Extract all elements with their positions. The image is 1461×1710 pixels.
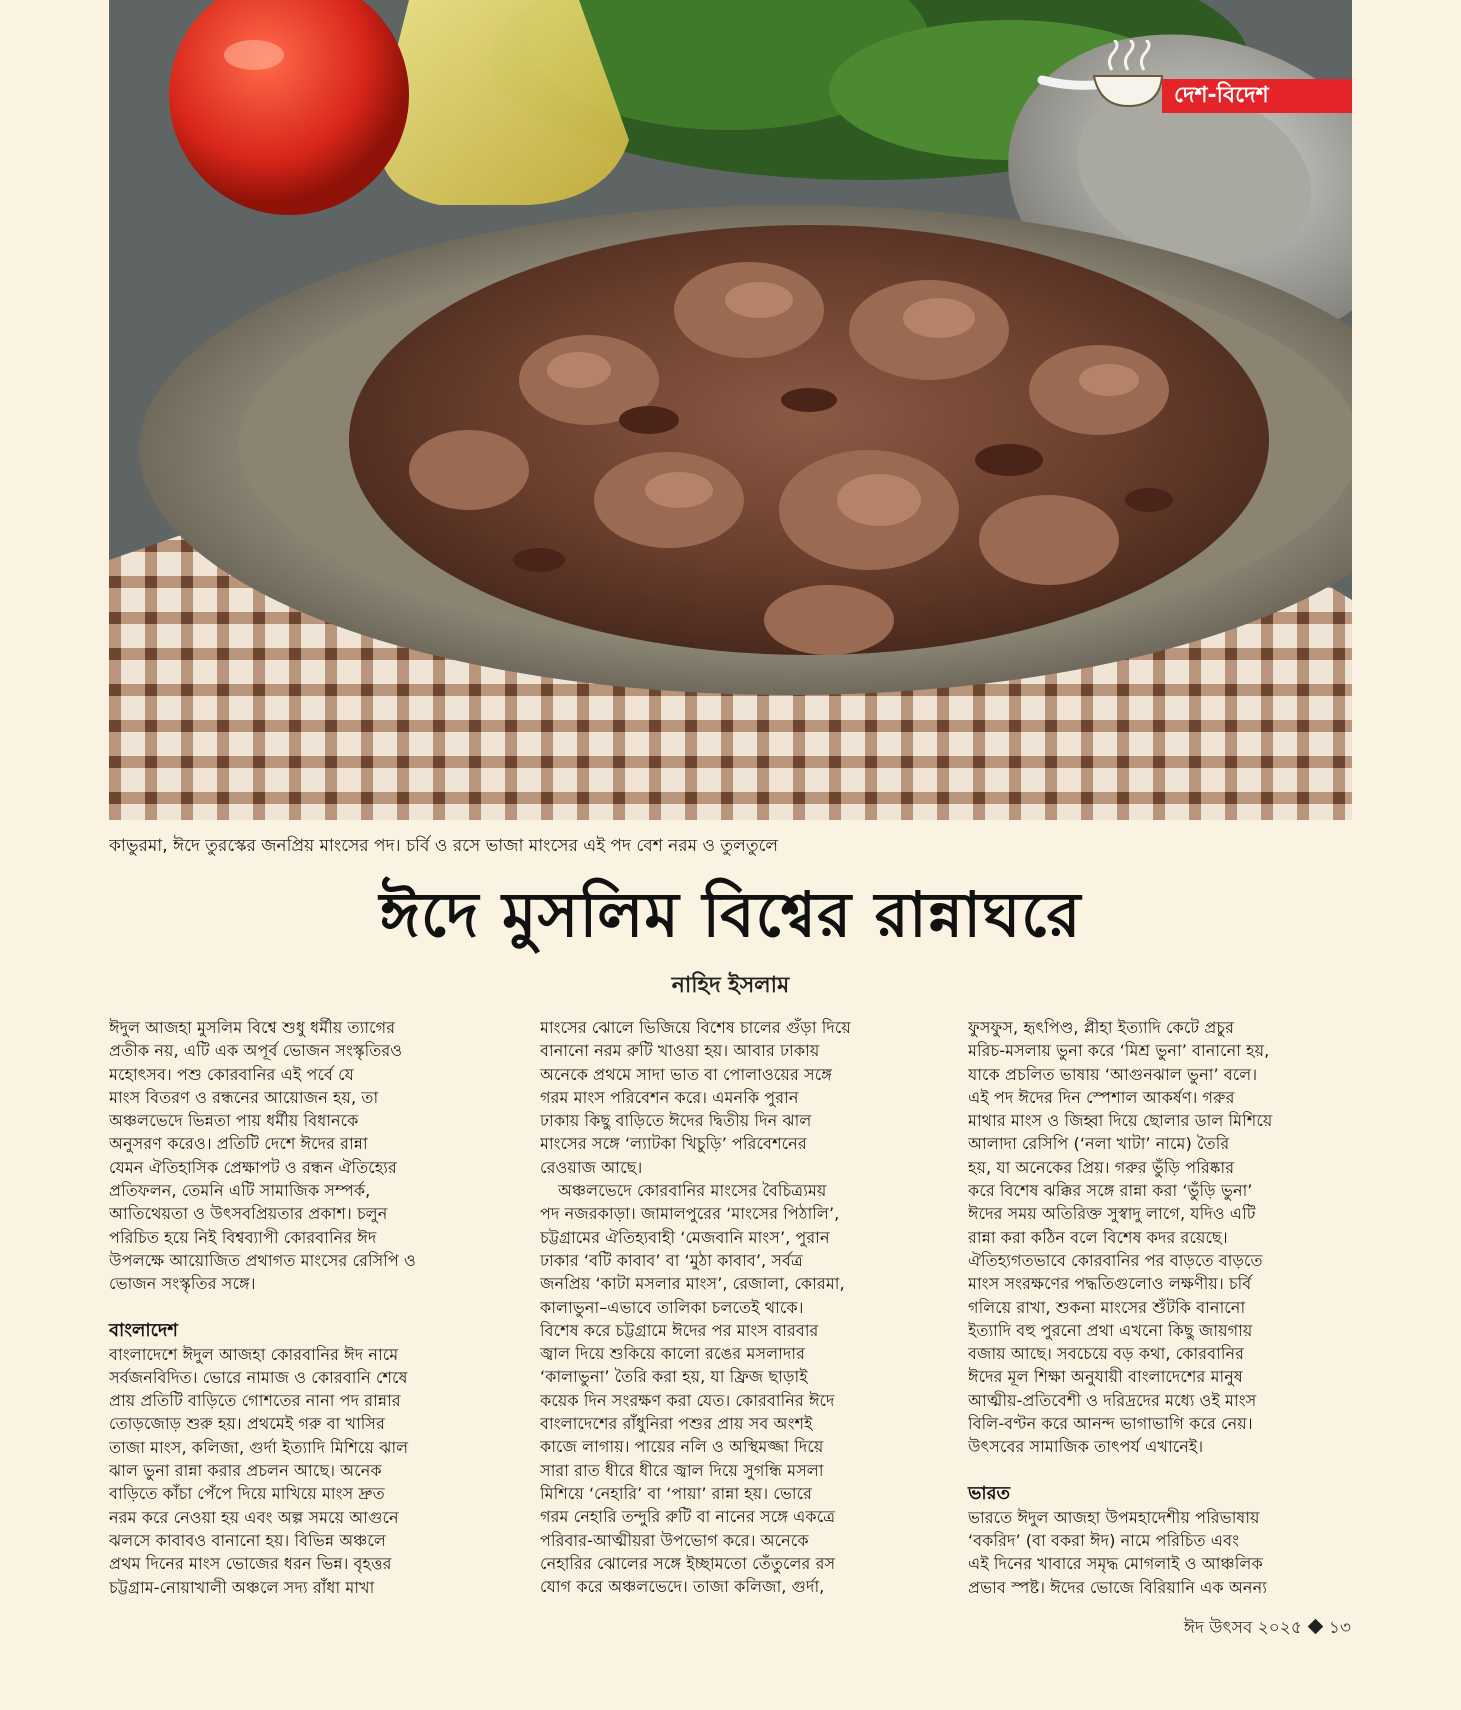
text-line: ইত্যাদি বহু পুরনো প্রথা এখনো কিছু জায়গায় (968, 1320, 1253, 1340)
text-line: নেহারির ঝোলের সঙ্গে ইচ্ছামতো তেঁতুলের রস (540, 1553, 836, 1573)
text-line: ঈদের সময় অতিরিক্ত সুস্বাদু লাগে, যদিও এটি (968, 1204, 1256, 1224)
text-line: বাংলাদেশে ঈদুল আজহা কোরবানির ঈদ নামে (109, 1344, 399, 1364)
text-line: কয়েক দিন সংরক্ষণ করা যেত। কোরবানির ঈদে (540, 1390, 835, 1410)
text-line: প্রতীক নয়, এটি এক অপূর্ব ভোজন সংস্কৃতিরও (109, 1041, 403, 1061)
text-line: ঈদের মূল শিক্ষা অনুযায়ী বাংলাদেশের মানুষ (968, 1367, 1243, 1387)
text-line: তাজা মাংস, কলিজা, গুর্দা ইত্যাদি মিশিয়ে ঝাল (109, 1437, 409, 1457)
text-line: ঢাকায় কিছু বাড়িতে ঈদের দ্বিতীয় দিন ঝাল (540, 1111, 812, 1131)
text-line: অঞ্চলভেদে কোরবানির মাংসের বৈচিত্র্যময় (558, 1181, 827, 1201)
text-line: অঞ্চলভেদে ভিন্নতা পায় ধর্মীয় বিধানকে (109, 1111, 359, 1131)
text-line: রান্না করা কঠিন বলে বিশেষ কদর রয়েছে। (968, 1227, 1228, 1247)
text-line: আলাদা রেসিপি (‘নলা খাটা’ নামে) তৈরি (968, 1134, 1230, 1154)
article-headline: ঈদে মুসলিম বিশ্বের রান্নাঘরে (379, 878, 1082, 951)
section-heading-bangladesh: বাংলাদেশ (109, 1319, 178, 1341)
article-byline: নাহিদ ইসলাম (671, 973, 790, 998)
text-line: ঈদুল আজহা মুসলিম বিশ্বে শুধু ধর্মীয় ত্যাগের (109, 1018, 396, 1037)
text-line: বাড়িতে কাঁচা পেঁপে দিয়ে মাখিয়ে মাংস দ্রুত (109, 1484, 385, 1504)
text-line: প্রতিফলন, তেমনি এটি সামাজিক সম্পর্ক, (109, 1181, 371, 1201)
text-line: পরিবার-আত্মীয়রা উপভোগ করে। অনেকে (540, 1530, 809, 1550)
text-line: উৎসবের সামাজিক তাৎপর্য এখানেই। (968, 1437, 1204, 1457)
text-line: মাংসের সঙ্গে ‘ল্যাটকা খিচুড়ি’ পরিবেশনের (540, 1134, 807, 1154)
text-line: কালাভুনা–এভাবে তালিকা চলতেই থাকে। (540, 1297, 804, 1317)
text-line: হয়, যা অনেকের প্রিয়। গরুর ভুঁড়ি পরিষ্কার (968, 1157, 1235, 1177)
text-line: মহোৎসব। পশু কোরবানির এই পর্বে যে (109, 1064, 355, 1084)
text-line: প্রভাব স্পষ্ট। ঈদের ভোজে বিরিয়ানি এক অনন্য (968, 1577, 1267, 1597)
text-line: এই পদ ঈদের দিন স্পেশাল আকর্ষণ। গরুর (968, 1087, 1235, 1107)
text-line: যেমন ঐতিহাসিক প্রেক্ষাপট ও রন্ধন ঐতিহ্যের (109, 1157, 397, 1177)
diamond-icon (1308, 1619, 1324, 1635)
text-line: রেওয়াজ আছে। (540, 1157, 643, 1177)
photo-caption: কাভুরমা, ঈদে তুরস্কের জনপ্রিয় মাংসের পদ। চর্বি ও রসে ভাজা মাংসের এই পদ বেশ নরম ও তুলতুলে (109, 836, 779, 856)
text-line: গরম নেহারি তন্দুরি রুটি বা নানের সঙ্গে একত্রে (540, 1507, 836, 1527)
text-line: পদ নজরকাড়া। জামালপুরের ‘মাংসের পিঠালি’, (540, 1204, 840, 1224)
article-column-3 (968, 1016, 1348, 1599)
text-line: বজায় আছে। সবচেয়ে বড় কথা, কোরবানির (968, 1344, 1245, 1364)
page-number: ১৩ (1328, 1618, 1351, 1638)
text-line: করে বিশেষ ঝক্কির সঙ্গে রান্না করা ‘ভুঁড়ি ভুনা’ (968, 1181, 1253, 1201)
text-line: জ্বাল দিয়ে শুকিয়ে কালো রঙের মসলাদার (540, 1344, 806, 1364)
section-heading-india: ভারত (968, 1482, 1011, 1504)
text-line: উপলক্ষে আয়োজিত প্রথাগত মাংসের রেসিপি ও (109, 1250, 416, 1270)
text-line: ফুসফুস, হৃৎপিণ্ড, প্লীহা ইত্যাদি কেটে প্রচুর (968, 1018, 1235, 1037)
article-column-1 (109, 1016, 489, 1599)
page-footer (1184, 1615, 1351, 1643)
text-line: নরম করে নেওয়া হয় এবং অল্প সময়ে আগুনে (109, 1507, 399, 1527)
text-line: মাথার মাংস ও জিহ্বা দিয়ে ছোলার ডাল মিশিয়ে (968, 1111, 1273, 1131)
text-line: মরিচ-মসলায় ভুনা করে ‘মিশ্র ভুনা’ বানানো হয়, (968, 1041, 1270, 1061)
text-line: ঝলসে কাবাবও বানানো হয়। বিভিন্ন অঞ্চলে (109, 1530, 386, 1550)
text-line: বিশেষ করে চট্টগ্রামে ঈদের পর মাংস বারবার (540, 1320, 819, 1340)
text-line: অনেকে প্রথমে সাদা ভাত বা পোলাওয়ের সঙ্গে (540, 1064, 832, 1084)
text-line: চট্টগ্রাম-নোয়াখালী অঞ্চলে সদ্য রাঁধা মাখা (109, 1577, 375, 1597)
text-line: গলিয়ে রাখা, শুকনা মাংসের শুঁটকি বানানো (968, 1297, 1246, 1317)
section-tag (1034, 40, 1352, 112)
text-line: পরিচিত হয়ে নিই বিশ্বব্যাপী কোরবানির ঈদ (109, 1227, 377, 1247)
text-line: ঝাল ভুনা রান্না করার প্রচলন আছে। অনেক (109, 1461, 382, 1481)
text-line: মাংস বিতরণ ও রন্ধনের আয়োজন হয়, তা (109, 1087, 379, 1107)
text-line: অনুসরণ করেও। প্রতিটি দেশে ঈদের রান্না (109, 1134, 368, 1154)
text-line: চট্টগ্রামের ঐতিহ্যবাহী ‘মেজবানি মাংস’, পুরান (540, 1227, 830, 1247)
text-line: প্রায় প্রতিটি বাড়িতে গোশতের নানা পদ রান্নার (109, 1391, 401, 1411)
text-line: মিশিয়ে ‘নেহারি’ বা ‘পায়া’ রান্না হয়। ভোরে (540, 1483, 812, 1503)
text-line: ভারতে ঈদুল আজহা উপমহাদেশীয় পরিভাষায় (968, 1507, 1260, 1527)
text-line: বাংলাদেশের রাঁধুনিরা পশুর প্রায় সব অংশই (540, 1414, 813, 1434)
magazine-name: ঈদ উৎসব ২০২৫ (1183, 1618, 1302, 1638)
text-line: মাংস সংরক্ষণের পদ্ধতিগুলোও লক্ষণীয়। চর্বি (968, 1274, 1252, 1294)
article-column-2 (540, 1016, 920, 1598)
text-line: ‘কালাভুনা’ তৈরি করা হয়, যা ফ্রিজ ছাড়াই (540, 1367, 808, 1387)
text-line: বিলি-বণ্টন করে আনন্দ ভাগাভাগি করে নেয়। (968, 1414, 1253, 1434)
text-line: সর্বজনবিদিত। ভোরে নামাজ ও কোরবানি শেষে (109, 1367, 408, 1387)
text-line: গরম মাংস পরিবেশন করে। এমনকি পুরান (540, 1087, 799, 1107)
text-line: যাকে প্রচলিত ভাষায় ‘আগুনঝাল ভুনা’ বলে। (968, 1064, 1258, 1084)
text-line: ভোজন সংস্কৃতির সঙ্গে। (109, 1274, 256, 1294)
text-line: ঢাকার ‘বটি কাবাব’ বা ‘মুঠা কাবাব’, সর্বত্র (540, 1250, 803, 1270)
text-line: কাজে লাগায়। পায়ের নলি ও অস্থিমজ্জা দিয়ে (540, 1437, 824, 1457)
text-line: এই দিনের খাবারে সমৃদ্ধ মোগলাই ও আঞ্চলিক (968, 1554, 1263, 1574)
hero-photo (109, 0, 1352, 820)
text-line: জনপ্রিয় ‘কাটা মসলার মাংস’, রেজালা, কোরমা, (540, 1274, 845, 1294)
text-line: প্রথম দিনের মাংস ভোজের ধরন ভিন্ন। বৃহত্তর (109, 1554, 392, 1574)
text-line: আতিথেয়তা ও উৎসবপ্রিয়তার প্রকাশ। চলুন (109, 1204, 388, 1224)
text-line: আত্মীয়-প্রতিবেশী ও দরিদ্রদের মধ্যে ওই মাংস (968, 1390, 1257, 1410)
cooking-pan-icon (1034, 40, 1169, 114)
text-line: যোগ করে অঞ্চলভেদে। তাজা কলিজা, গুর্দা, (540, 1577, 825, 1597)
text-line: সারা রাত ধীরে ধীরে জ্বাল দিয়ে সুগন্ধি মসলা (540, 1460, 824, 1480)
text-line: মাংসের ঝোলে ভিজিয়ে বিশেষ চালের গুঁড়া দিয়ে (540, 1018, 851, 1037)
text-line: তোড়জোড় শুরু হয়। প্রথমেই গরু বা খাসির (109, 1414, 386, 1434)
section-tag-label: দেশ-বিদেশ (1162, 79, 1352, 113)
text-line: ‘বকরিদ’ (বা বকরা ঈদ) নামে পরিচিত এবং (968, 1530, 1240, 1550)
text-line: ঐতিহ্যগতভাবে কোরবানির পর বাড়তে বাড়তে (968, 1250, 1263, 1270)
text-line: বানানো নরম রুটি খাওয়া হয়। আবার ঢাকায় (540, 1041, 820, 1061)
